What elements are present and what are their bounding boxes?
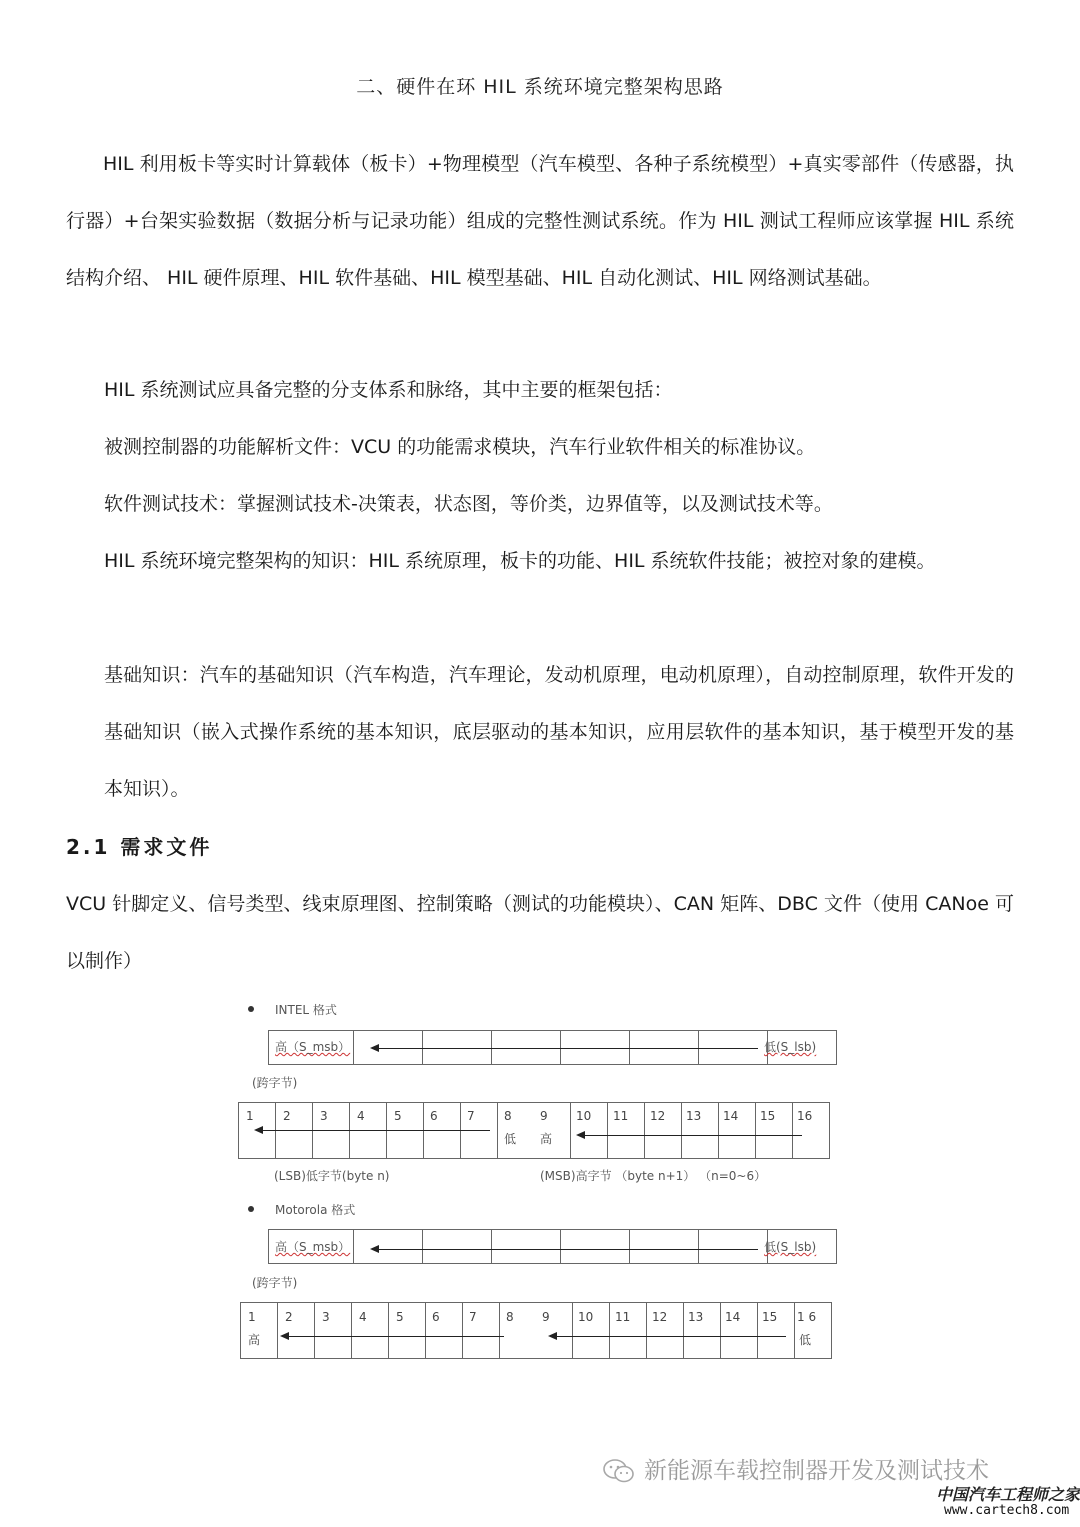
section-heading: 2.1 需求文件	[66, 835, 213, 859]
list-item-function-docs: 被测控制器的功能解析文件：VCU 的功能需求模块，汽车行业软件相关的标准协议。	[104, 436, 816, 458]
motorola-signal-row	[268, 1229, 837, 1264]
intel-cross-byte-label: (跨字节)	[252, 1076, 298, 1090]
bullet-icon	[248, 1206, 254, 1212]
arrow-line	[262, 1130, 490, 1131]
watermark-text: 新能源车载控制器开发及测试技术	[644, 1458, 989, 1484]
list-item-basic-knowledge: 基础知识：汽车的基础知识（汽车构造，汽车理论，发动机原理，电动机原理），自动控制原理，软件开发的基础知识（嵌入式操作系统的基本知识，底层驱动的基本知识，应用层软件的基本知识，基于模型开发的基本知识）。	[104, 664, 1014, 800]
site-logo-url: www.cartech8.com	[944, 1503, 1070, 1518]
intel-high-label: 高（S_msb）	[275, 1040, 351, 1054]
motorola-low-label: 低(S_lsb)	[764, 1240, 817, 1254]
wechat-icon	[602, 1458, 636, 1484]
byte-order-diagram: INTEL 格式 高（S_msb） 低(S_lsb) (跨字节) 1 2 3 4 5 6 7 8 9 10 11 12 13 14 15 16 低 高 (LSB)低字节(byte n) (MSB)高字节 （byte n+1） （n=0~6） Motorola 格式 高（S_msb） 低(S_lsb) (跨字节) 1 2 3 4 5 6 7 8 9 10 11 12 13 14 15 1 6 高 低	[230, 995, 850, 1375]
page-title: 二、硬件在环 HIL 系统环境完整架构思路	[356, 76, 724, 98]
motorola-label: Motorola 格式	[275, 1203, 356, 1217]
arrow-line	[288, 1336, 504, 1337]
motorola-cross-byte-label: (跨字节)	[252, 1276, 298, 1290]
intro-paragraph: HIL 利用板卡等实时计算载体（板卡）+物理模型（汽车模型、各种子系统模型）+真实零部件（传感器，执行器）+台架实验数据（数据分析与记录功能）组成的完整性测试系统。作为 HIL 测试工程师应该掌握 HIL 系统结构介绍、 HIL 硬件原理、HIL 软件基础、HIL 模型基础、HIL 自动化测试、HIL 网络测试基础。	[66, 153, 1014, 289]
arrow-line	[584, 1135, 802, 1136]
arrow-line	[556, 1336, 786, 1337]
arrow-line	[378, 1048, 758, 1049]
intel-label: INTEL 格式	[275, 1003, 337, 1017]
bullet-icon	[248, 1006, 254, 1012]
site-logo-name: 中国汽车工程师之家	[936, 1485, 1080, 1504]
list-item-software-testing: 软件测试技术：掌握测试技术-决策表，状态图，等价类，边界值等，以及测试技术等。	[104, 493, 833, 515]
framework-paragraph: HIL 系统测试应具备完整的分支体系和脉络，其中主要的框架包括：	[104, 379, 673, 401]
intel-lsb-caption: (LSB)低字节(byte n)	[274, 1169, 390, 1183]
list-item-hil-architecture: HIL 系统环境完整架构的知识：HIL 系统原理，板卡的功能、HIL 系统软件技能；被控对象的建模。	[104, 550, 936, 572]
intel-msb-caption: (MSB)高字节 （byte n+1） （n=0~6）	[540, 1169, 767, 1183]
section-paragraph: VCU 针脚定义、信号类型、线束原理图、控制策略（测试的功能模块）、CAN 矩阵、DBC 文件（使用 CANoe 可以制作）	[66, 893, 1014, 972]
intel-low-label: 低(S_lsb)	[764, 1040, 817, 1054]
arrow-line	[378, 1249, 758, 1250]
motorola-high-label: 高（S_msb）	[275, 1240, 351, 1254]
